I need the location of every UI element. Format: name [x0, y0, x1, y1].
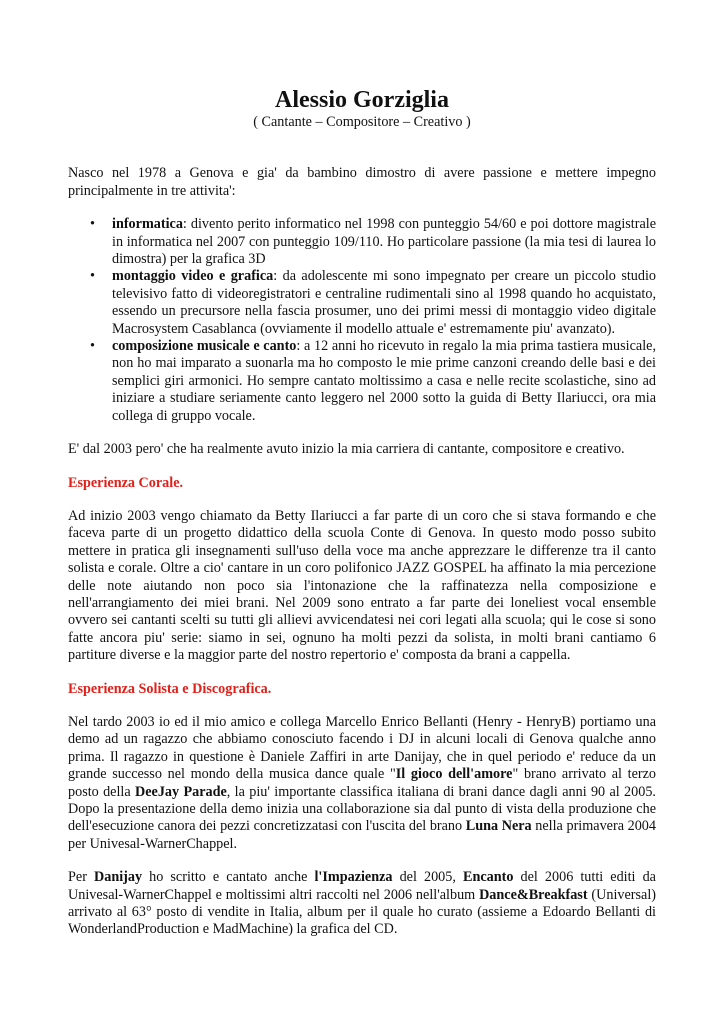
bold-run: Danijay [93, 869, 143, 886]
list-item [90, 216, 656, 268]
text-run: , la piu' importante classifica italiana di brani dance dagli anni 90 al 2005. Dopo la presentazione della demo inizia una collaborazione sia dal punto di vista della produzione che dell'esecuzione canora dei pezzi concretizzatasi con l'uscita del brano [68, 783, 656, 835]
bold-run: Luna Nera [465, 818, 532, 835]
career-start-paragraph: E' dal 2003 pero' che ha realmente avuto inizio la mia carriera di cantante, compositore e creativo. [68, 441, 625, 458]
activity-term: montaggio video e grafica [112, 268, 274, 285]
list-item [90, 268, 657, 338]
section-heading-solo: Esperienza Solista e Discografica. [68, 680, 272, 697]
bullet-icon: • [90, 338, 95, 355]
bullet-icon: • [90, 216, 95, 233]
solo-paragraph-2 [68, 869, 656, 939]
text-run: " brano arrivato al terzo posto della [68, 766, 656, 800]
activity-text: : divento perito informatico nel 1998 con punteggio 54/60 e poi dottore magistrale in informatica nel 2007 con punteggio 109/110. Ho particolare passione (la mia tesi di laurea lo dimostra) per la grafica 3D [112, 216, 656, 268]
activities-list [68, 216, 656, 425]
text-run: del 2005, [392, 869, 463, 886]
text-run: Nel tardo 2003 io ed il mio amico e collega Marcello Enrico Bellanti (Henry - HenryB) portiamo una demo ad un ragazzo che abbiamo conosciuto facendo i DJ in alcuni locali di Genova qualche anno prima. Il ragazzo in questione è Daniele Zaffiri in arte Danijay, che in quel periodo e' reduce da un grande successo nel mondo della musica dance quale " [68, 713, 656, 783]
text-run: (Universal) arrivato al 63° posto di vendite in Italia, album per il quale ho curato (assieme a Edoardo Bellanti di WonderlandProduction e MadMachine) la grafica del CD. [68, 886, 656, 938]
list-item [90, 338, 656, 425]
bullet-icon: • [90, 268, 95, 285]
choral-paragraph: Ad inizio 2003 vengo chiamato da Betty Ilariucci a far parte di un coro che si stava formando e che faceva parte di un progetto didattico della scuola Conte di Genova. In questo modo posso subito mettere in pratica gli insegnamenti sull'uso della voce ma anche apprezzare le differenze tra il canto solista e corale. Oltre a cio' cantare in un coro polifonico JAZZ GOSPEL ha affinato la mia percezione delle note aiutando non poco sia l'intonazione che la raffinatezza nella composizione e nell'arrangiamento dei miei brani. Nel 2009 sono entrato a far parte dei loneliest vocal ensemble ovvero sei cantanti scelti su tutti gli allievi avvicendatesi nei cori legati alla scuola; qui le cose si sono fatte ancora piu' serie: siamo in sei, ognuno ha molti pezzi da solista, in molti brani cantiamo 6 partiture diverse e la maggior parte del nostro repertorio e' composta da brani a cappella. [68, 507, 656, 664]
activity-text: : da adolescente mi sono impegnato per creare un piccolo studio televisivo fatto di videoregistratori e centraline rudimentali sino al 1998 quando ho acquistato, essendo un precursore nella fascia prosumer, uno dei primi messi di montaggio video digitale Macrosystem Casablanca (ovviamente il modello attuale e' estremamente piu' avanzato). [112, 268, 657, 337]
text-run: Per [68, 869, 94, 886]
section-heading-choral: Esperienza Corale. [68, 474, 184, 491]
text-run: del 2006 tutti editi da Univesal-WarnerChappel e moltissimi altri raccolti nel 2006 nell'album [68, 869, 656, 903]
solo-paragraph-1 [68, 714, 656, 853]
text-run: ho scritto e cantato anche [142, 869, 315, 886]
activity-text: : a 12 anni ho ricevuto in regalo la mia prima tastiera musicale, non ho mai imparato a suonarla ma ho composto le mie prime canzoni creando delle basi e dei semplici giri armonici. Ho sempre cantato moltissimo a casa e nelle recite scolastiche, sino ad iniziare a studiare seriamente canto leggero nel 2000 sotto la guida di Betty Ilariucci, ora mia collega di gruppo vocale. [112, 338, 656, 424]
activity-term: composizione musicale e canto [112, 338, 297, 355]
text-run: nella primavera 2004 per Univesal-WarnerChappel. [68, 818, 656, 852]
bold-run: Dance&Breakfast [479, 886, 588, 903]
document-title: Alessio Gorziglia [275, 87, 449, 113]
intro-paragraph: Nasco nel 1978 a Genova e gia' da bambino dimostro di avere passione e mettere impegno principalmente in tre attivita': [68, 165, 656, 199]
activity-term: informatica [112, 216, 183, 233]
document-subtitle: ( Cantante – Compositore – Creativo ) [253, 114, 471, 130]
bold-run: DeeJay Parade [134, 783, 227, 800]
bold-run: Encanto [462, 869, 514, 886]
bold-run: l'Impazienza [314, 869, 393, 886]
document-page [68, 86, 656, 955]
bold-run: Il gioco dell'amore [395, 766, 513, 783]
